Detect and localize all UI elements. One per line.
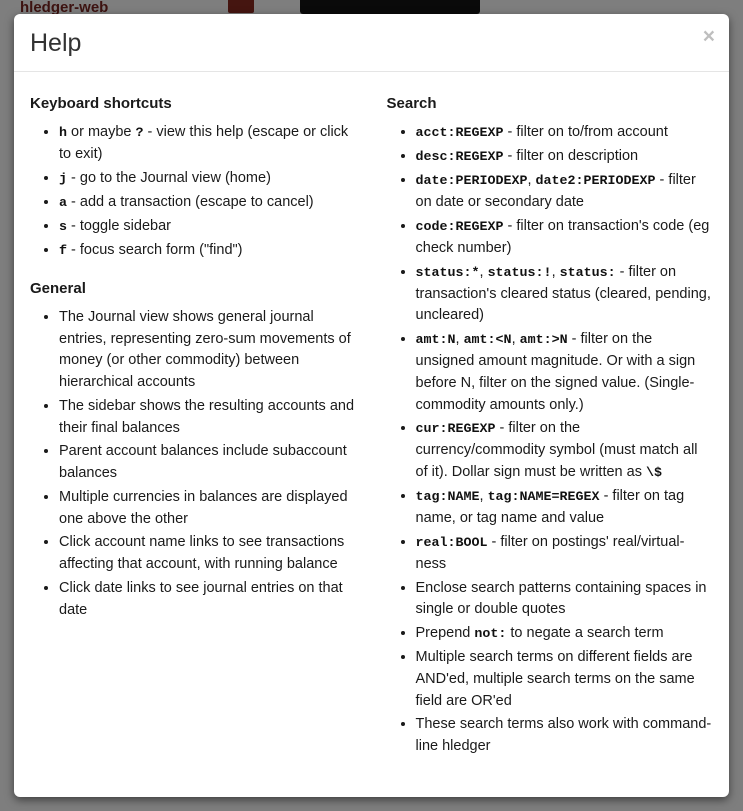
code-span: tag:NAME=REGEX — [487, 490, 600, 506]
text-span: - view this help (escape or click to exit) — [59, 124, 349, 163]
text-span: Prepend — [415, 625, 475, 642]
close-icon[interactable]: × — [702, 25, 715, 48]
list-item — [59, 192, 357, 214]
text-span: Parent account balances include subaccount balances — [59, 443, 347, 482]
search-list — [387, 122, 714, 758]
text-span: - filter on to/from account — [503, 124, 668, 140]
list-item — [416, 146, 714, 168]
modal-header — [14, 14, 729, 72]
list-item — [416, 623, 714, 645]
list-item — [59, 240, 357, 262]
code-span: not: — [474, 627, 507, 643]
column-left — [15, 80, 372, 776]
list-item — [59, 396, 357, 440]
code-span: a — [59, 195, 67, 211]
list-item — [59, 122, 357, 166]
text-span: - filter on description — [503, 148, 639, 165]
list-item — [59, 441, 357, 485]
text-span: The Journal view shows general journal entries, representing zero-sum movements of money (or other commodity) between hierarchical accounts — [59, 308, 351, 391]
text-span: - filter on transaction's code (eg check number) — [415, 217, 710, 256]
code-span: cur:REGEXP — [415, 422, 496, 438]
text-span: Enclose search patterns containing spaces in single or double quotes — [415, 579, 707, 618]
text-span: Click date links to see journal entries on that date — [59, 579, 343, 618]
text-span: - filter on postings' real/virtual-ness — [415, 533, 685, 572]
text-span: - filter on date or secondary date — [415, 172, 696, 211]
text-span: , — [511, 331, 520, 348]
list-item — [59, 216, 357, 238]
list-item — [416, 532, 714, 576]
code-span: code:REGEXP — [415, 219, 504, 235]
list-item — [416, 486, 714, 530]
column-right — [372, 80, 729, 776]
keyboard-shortcuts-list — [30, 122, 357, 262]
text-span: - add a transaction (escape to cancel) — [67, 193, 314, 210]
code-span: j — [59, 171, 67, 187]
general-list — [30, 307, 357, 622]
text-span: - filter on the unsigned amount magnitude. Or with a sign before N, filter on the signed value. (Single-commodity amounts only.) — [415, 331, 696, 413]
text-span: , — [479, 488, 488, 505]
code-span: tag:NAME — [415, 490, 480, 506]
text-span: to negate a search term — [506, 625, 664, 642]
list-item — [59, 168, 357, 190]
list-item — [416, 647, 714, 712]
text-span: Multiple search terms on different fields are AND'ed, multiple search terms on the same field are OR'ed — [415, 649, 695, 709]
code-span: amt:N — [415, 333, 456, 349]
text-span: Click account name links to see transactions affecting that account, with running balance — [59, 534, 345, 573]
text-span: These search terms also work with command-line hledger — [415, 716, 712, 755]
code-span: \$ — [645, 466, 662, 482]
code-span: date2:PERIODEXP — [535, 174, 656, 190]
modal-title: Help — [30, 29, 82, 57]
text-span: - toggle sidebar — [67, 217, 171, 234]
list-item — [416, 578, 714, 622]
text-span: or maybe — [67, 124, 136, 140]
code-span: real:BOOL — [415, 535, 488, 551]
code-span: amt:<N — [463, 333, 512, 349]
list-item — [416, 122, 714, 144]
heading-keyboard-shortcuts: Keyboard shortcuts — [30, 95, 172, 112]
text-span: - filter on tag name, or tag name and value — [415, 488, 685, 527]
code-span: f — [59, 243, 67, 259]
list-item — [59, 578, 357, 622]
modal-body — [14, 72, 729, 796]
code-span: status: — [559, 265, 616, 281]
code-span: h — [59, 126, 67, 141]
text-span: , — [551, 263, 560, 280]
text-span: The sidebar shows the resulting accounts and their final balances — [59, 397, 355, 436]
code-span: amt:>N — [519, 333, 568, 349]
code-span: ? — [135, 126, 144, 141]
code-span: acct:REGEXP — [415, 126, 504, 141]
code-span: status:* — [415, 265, 480, 281]
heading-general: General — [30, 279, 86, 297]
text-span: - filter on transaction's cleared status (cleared, pending, uncleared) — [415, 263, 711, 324]
list-item — [416, 170, 714, 214]
modal-columns — [15, 80, 728, 776]
text-span: - focus search form ("find") — [67, 241, 243, 258]
text-span: , — [455, 331, 464, 348]
code-span: s — [59, 219, 67, 235]
heading-search: Search — [386, 95, 437, 112]
code-span: date:PERIODEXP — [415, 174, 528, 190]
help-modal — [14, 14, 729, 797]
text-span: - go to the Journal view (home) — [67, 169, 271, 186]
text-span: , — [479, 263, 488, 280]
list-item — [59, 487, 357, 531]
list-item — [59, 307, 357, 394]
list-item — [416, 714, 714, 758]
list-item — [416, 216, 714, 260]
code-span: status:! — [487, 265, 552, 281]
text-span: - filter on the currency/commodity symbol (must match all of it). Dollar sign must be written as — [415, 420, 698, 481]
code-span: desc:REGEXP — [415, 150, 504, 166]
list-item — [416, 262, 714, 328]
list-item — [416, 329, 714, 416]
list-item — [416, 418, 714, 484]
list-item — [59, 532, 357, 576]
text-span: Multiple currencies in balances are displayed one above the other — [59, 488, 348, 527]
text-span: , — [527, 172, 536, 189]
